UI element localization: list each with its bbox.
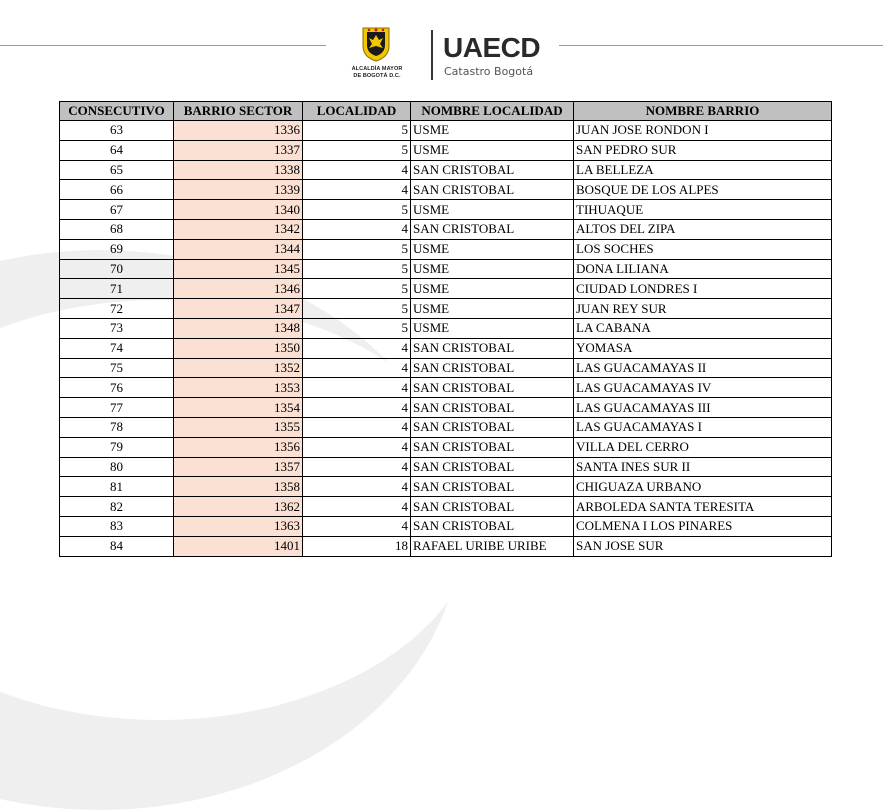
barrio-sector-cell: 1350 bbox=[174, 338, 303, 358]
barrio-sector-cell: 1340 bbox=[174, 200, 303, 220]
column-header-nombre-localidad: NOMBRE LOCALIDAD bbox=[411, 102, 574, 121]
table-row bbox=[60, 378, 832, 398]
nombre-barrio-cell: BOSQUE DE LOS ALPES bbox=[574, 180, 832, 200]
consecutivo-cell: 73 bbox=[60, 318, 174, 338]
localidad-cell: 5 bbox=[303, 121, 411, 141]
barrio-sector-cell: 1342 bbox=[174, 219, 303, 239]
table-body bbox=[60, 121, 832, 557]
nombre-localidad-cell: USME bbox=[411, 200, 574, 220]
nombre-localidad-cell: USME bbox=[411, 239, 574, 259]
nombre-localidad-cell: SAN CRISTOBAL bbox=[411, 497, 574, 517]
barrio-sector-cell: 1344 bbox=[174, 239, 303, 259]
consecutivo-cell: 78 bbox=[60, 417, 174, 437]
bogota-label: DE BOGOTÁ D.C. bbox=[353, 73, 401, 79]
localidad-cell: 4 bbox=[303, 338, 411, 358]
bogota-coat-of-arms-icon bbox=[361, 26, 391, 62]
nombre-barrio-cell: LA CABANA bbox=[574, 318, 832, 338]
nombre-barrio-cell: YOMASA bbox=[574, 338, 832, 358]
consecutivo-cell: 63 bbox=[60, 121, 174, 141]
nombre-localidad-cell: SAN CRISTOBAL bbox=[411, 358, 574, 378]
table-row bbox=[60, 121, 832, 141]
table-row bbox=[60, 160, 832, 180]
barrio-sector-cell: 1358 bbox=[174, 477, 303, 497]
localidad-cell: 4 bbox=[303, 358, 411, 378]
consecutivo-cell: 74 bbox=[60, 338, 174, 358]
table-row bbox=[60, 536, 832, 556]
nombre-barrio-cell: LAS GUACAMAYAS IV bbox=[574, 378, 832, 398]
table-row bbox=[60, 219, 832, 239]
table-row bbox=[60, 457, 832, 477]
nombre-localidad-cell: USME bbox=[411, 318, 574, 338]
nombre-barrio-cell: ALTOS DEL ZIPA bbox=[574, 219, 832, 239]
table-row bbox=[60, 497, 832, 517]
table-header-row bbox=[60, 102, 832, 121]
localidad-cell: 4 bbox=[303, 417, 411, 437]
barrios-table bbox=[59, 101, 832, 557]
nombre-localidad-cell: SAN CRISTOBAL bbox=[411, 516, 574, 536]
localidad-cell: 5 bbox=[303, 318, 411, 338]
consecutivo-cell: 77 bbox=[60, 398, 174, 418]
header-logo bbox=[351, 22, 545, 86]
logo-divider bbox=[431, 30, 433, 80]
table-row bbox=[60, 239, 832, 259]
nombre-localidad-cell: RAFAEL URIBE URIBE bbox=[411, 536, 574, 556]
localidad-cell: 18 bbox=[303, 536, 411, 556]
nombre-barrio-cell: JUAN JOSE RONDON I bbox=[574, 121, 832, 141]
column-header-localidad: LOCALIDAD bbox=[303, 102, 411, 121]
barrio-sector-cell: 1353 bbox=[174, 378, 303, 398]
nombre-barrio-cell: LAS GUACAMAYAS I bbox=[574, 417, 832, 437]
localidad-cell: 4 bbox=[303, 437, 411, 457]
nombre-localidad-cell: SAN CRISTOBAL bbox=[411, 457, 574, 477]
nombre-localidad-cell: USME bbox=[411, 279, 574, 299]
nombre-barrio-cell: CHIGUAZA URBANO bbox=[574, 477, 832, 497]
brand-title: UAECD bbox=[443, 32, 541, 63]
consecutivo-cell: 69 bbox=[60, 239, 174, 259]
column-header-barrio-sector: BARRIO SECTOR bbox=[174, 102, 303, 121]
localidad-cell: 4 bbox=[303, 219, 411, 239]
barrio-sector-cell: 1356 bbox=[174, 437, 303, 457]
table-row bbox=[60, 477, 832, 497]
alcaldia-label: ALCALDÍA MAYOR bbox=[351, 66, 403, 72]
nombre-barrio-cell: LA BELLEZA bbox=[574, 160, 832, 180]
localidad-cell: 4 bbox=[303, 457, 411, 477]
consecutivo-cell: 79 bbox=[60, 437, 174, 457]
barrios-table-container bbox=[59, 101, 832, 557]
column-header-consecutivo: CONSECUTIVO bbox=[60, 102, 174, 121]
localidad-cell: 4 bbox=[303, 378, 411, 398]
nombre-localidad-cell: SAN CRISTOBAL bbox=[411, 160, 574, 180]
consecutivo-cell: 76 bbox=[60, 378, 174, 398]
localidad-cell: 4 bbox=[303, 516, 411, 536]
barrio-sector-cell: 1352 bbox=[174, 358, 303, 378]
nombre-localidad-cell: SAN CRISTOBAL bbox=[411, 417, 574, 437]
table-row bbox=[60, 358, 832, 378]
nombre-localidad-cell: SAN CRISTOBAL bbox=[411, 398, 574, 418]
barrio-sector-cell: 1401 bbox=[174, 536, 303, 556]
barrio-sector-cell: 1348 bbox=[174, 318, 303, 338]
consecutivo-cell: 80 bbox=[60, 457, 174, 477]
barrio-sector-cell: 1336 bbox=[174, 121, 303, 141]
nombre-localidad-cell: SAN CRISTOBAL bbox=[411, 378, 574, 398]
nombre-barrio-cell: JUAN REY SUR bbox=[574, 299, 832, 319]
localidad-cell: 4 bbox=[303, 477, 411, 497]
barrio-sector-cell: 1363 bbox=[174, 516, 303, 536]
barrio-sector-cell: 1339 bbox=[174, 180, 303, 200]
consecutivo-cell: 71 bbox=[60, 279, 174, 299]
consecutivo-cell: 67 bbox=[60, 200, 174, 220]
barrio-sector-cell: 1354 bbox=[174, 398, 303, 418]
consecutivo-cell: 70 bbox=[60, 259, 174, 279]
column-header-nombre-barrio: NOMBRE BARRIO bbox=[574, 102, 832, 121]
localidad-cell: 4 bbox=[303, 160, 411, 180]
nombre-barrio-cell: LAS GUACAMAYAS III bbox=[574, 398, 832, 418]
table-row bbox=[60, 140, 832, 160]
barrio-sector-cell: 1357 bbox=[174, 457, 303, 477]
table-row bbox=[60, 180, 832, 200]
table-row bbox=[60, 279, 832, 299]
table-row bbox=[60, 417, 832, 437]
nombre-barrio-cell: LOS SOCHES bbox=[574, 239, 832, 259]
consecutivo-cell: 75 bbox=[60, 358, 174, 378]
consecutivo-cell: 72 bbox=[60, 299, 174, 319]
table-row bbox=[60, 318, 832, 338]
nombre-localidad-cell: SAN CRISTOBAL bbox=[411, 180, 574, 200]
nombre-localidad-cell: SAN CRISTOBAL bbox=[411, 477, 574, 497]
nombre-localidad-cell: USME bbox=[411, 259, 574, 279]
nombre-localidad-cell: USME bbox=[411, 299, 574, 319]
barrio-sector-cell: 1362 bbox=[174, 497, 303, 517]
consecutivo-cell: 83 bbox=[60, 516, 174, 536]
nombre-localidad-cell: USME bbox=[411, 121, 574, 141]
localidad-cell: 4 bbox=[303, 398, 411, 418]
nombre-barrio-cell: DONA LILIANA bbox=[574, 259, 832, 279]
table-row bbox=[60, 200, 832, 220]
barrio-sector-cell: 1337 bbox=[174, 140, 303, 160]
consecutivo-cell: 84 bbox=[60, 536, 174, 556]
table-row bbox=[60, 437, 832, 457]
localidad-cell: 5 bbox=[303, 299, 411, 319]
consecutivo-cell: 68 bbox=[60, 219, 174, 239]
table-row bbox=[60, 299, 832, 319]
localidad-cell: 4 bbox=[303, 497, 411, 517]
consecutivo-cell: 65 bbox=[60, 160, 174, 180]
barrio-sector-cell: 1338 bbox=[174, 160, 303, 180]
localidad-cell: 5 bbox=[303, 200, 411, 220]
brand-subtitle: Catastro Bogotá bbox=[444, 65, 534, 78]
consecutivo-cell: 66 bbox=[60, 180, 174, 200]
header-rule-right bbox=[559, 45, 883, 46]
nombre-barrio-cell: VILLA DEL CERRO bbox=[574, 437, 832, 457]
header-rule-left bbox=[0, 45, 326, 46]
consecutivo-cell: 82 bbox=[60, 497, 174, 517]
nombre-barrio-cell: SAN PEDRO SUR bbox=[574, 140, 832, 160]
localidad-cell: 5 bbox=[303, 279, 411, 299]
nombre-localidad-cell: USME bbox=[411, 140, 574, 160]
nombre-barrio-cell: TIHUAQUE bbox=[574, 200, 832, 220]
nombre-barrio-cell: SAN JOSE SUR bbox=[574, 536, 832, 556]
nombre-barrio-cell: SANTA INES SUR II bbox=[574, 457, 832, 477]
nombre-barrio-cell: LAS GUACAMAYAS II bbox=[574, 358, 832, 378]
localidad-cell: 5 bbox=[303, 140, 411, 160]
barrio-sector-cell: 1355 bbox=[174, 417, 303, 437]
table-row bbox=[60, 259, 832, 279]
barrio-sector-cell: 1346 bbox=[174, 279, 303, 299]
consecutivo-cell: 64 bbox=[60, 140, 174, 160]
nombre-localidad-cell: SAN CRISTOBAL bbox=[411, 219, 574, 239]
localidad-cell: 5 bbox=[303, 239, 411, 259]
barrio-sector-cell: 1345 bbox=[174, 259, 303, 279]
nombre-localidad-cell: SAN CRISTOBAL bbox=[411, 338, 574, 358]
nombre-barrio-cell: ARBOLEDA SANTA TERESITA bbox=[574, 497, 832, 517]
consecutivo-cell: 81 bbox=[60, 477, 174, 497]
nombre-barrio-cell: COLMENA I LOS PINARES bbox=[574, 516, 832, 536]
localidad-cell: 4 bbox=[303, 180, 411, 200]
table-row bbox=[60, 398, 832, 418]
table-row bbox=[60, 338, 832, 358]
nombre-barrio-cell: CIUDAD LONDRES I bbox=[574, 279, 832, 299]
nombre-localidad-cell: SAN CRISTOBAL bbox=[411, 437, 574, 457]
barrio-sector-cell: 1347 bbox=[174, 299, 303, 319]
localidad-cell: 5 bbox=[303, 259, 411, 279]
table-row bbox=[60, 516, 832, 536]
